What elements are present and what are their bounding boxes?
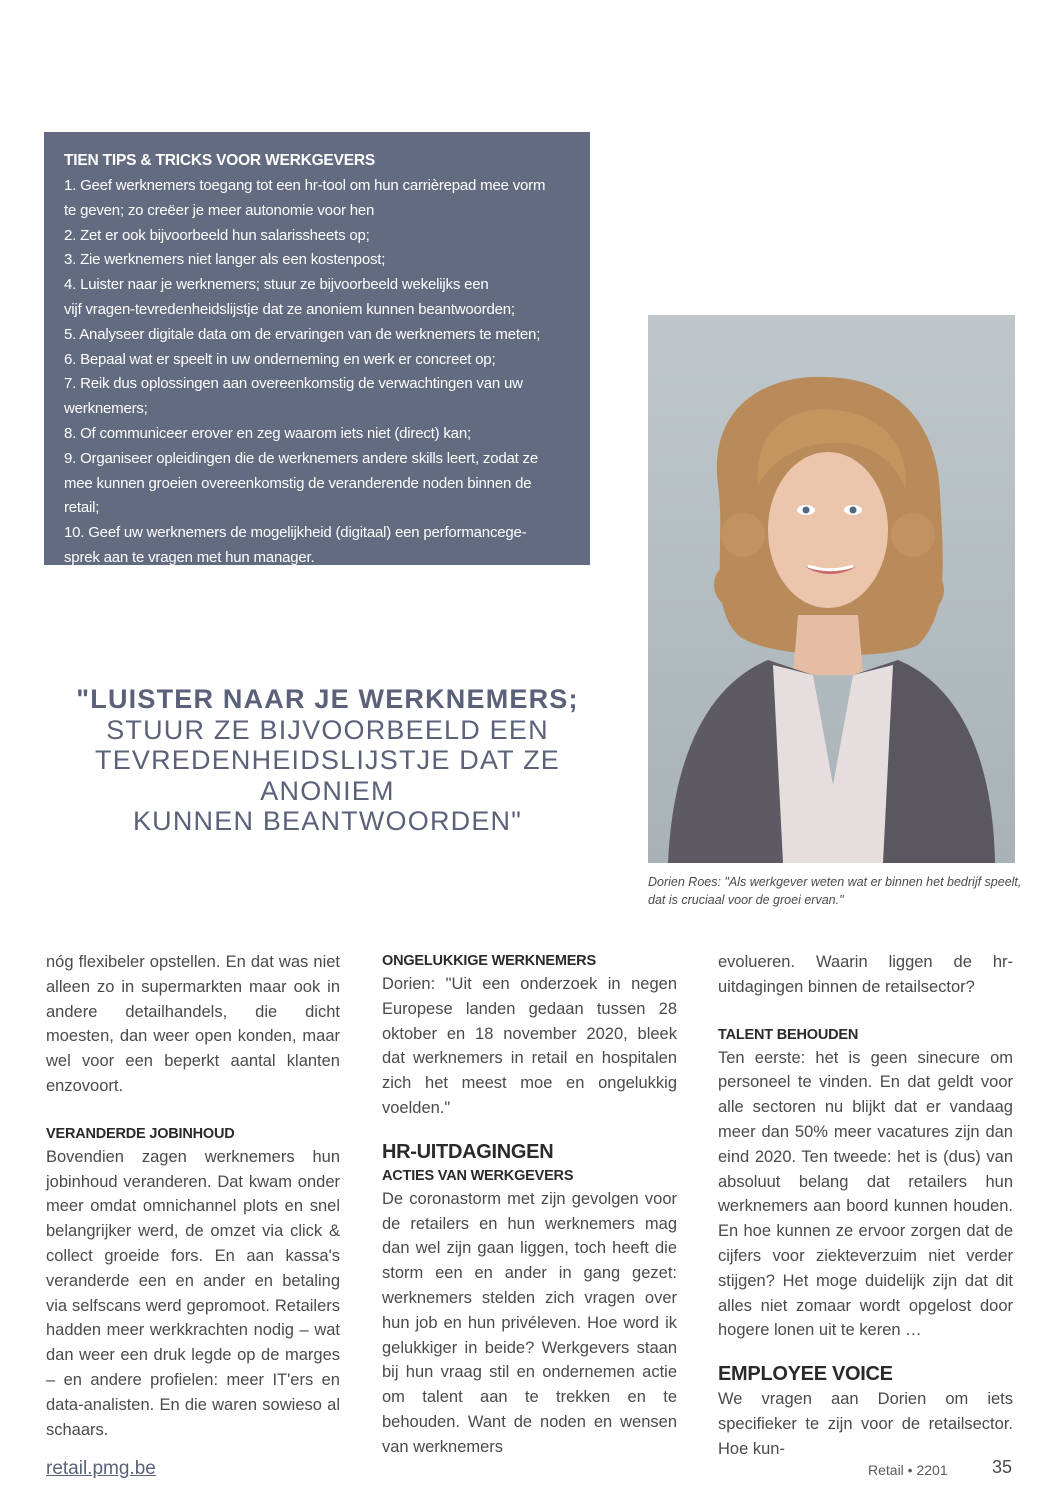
subheading: ACTIES VAN WERKGEVERS <box>382 1167 574 1184</box>
tips-line: 4. Luister naar je werknemers; stuur ze bijvoorbeeld wekelijks een <box>64 276 489 294</box>
tips-line: 8. Of communiceer erover en zeg waarom iets niet (direct) kan; <box>64 424 471 442</box>
pull-quote-line: STUUR ZE BIJVOORBEELD EEN <box>106 714 549 745</box>
section-heading: HR-UITDAGINGEN <box>382 1140 554 1163</box>
pull-quote-line: "LUISTER NAAR JE WERKNEMERS; <box>76 684 579 714</box>
photo-caption: Dorien Roes: "Als werkgever weten wat er binnen het bedrijf speelt, dat is cruciaal voor de groei ervan." <box>648 875 1022 907</box>
article-column-3 <box>718 950 1013 1462</box>
paragraph: De coronastorm met zijn gevolgen voor de retailers en hun werknemers mag dan wel zijn gaan liggen, toch heeft die storm een en ander in gang gezet: werknemers stelden zich vragen over hun job en hun privéleven. Hoe word ik gelukkiger in beide? Werkgevers staan bij hun vraag stil en ondernemen actie om talent aan te trekken en te behouden. Want de noden en wensen van werknemers <box>382 1189 677 1456</box>
page-number: 35 <box>992 1457 1013 1477</box>
tips-line: vijf vragen-tevredenheidslijstje dat ze anoniem kunnen beantwoorden; <box>64 300 515 318</box>
article-column-1 <box>46 950 340 1442</box>
pull-quote-line: KUNNEN BEANTWOORDEN" <box>132 806 523 836</box>
portrait-photo <box>648 315 1015 863</box>
tips-line: mee kunnen groeien overeenkomstig de veranderende noden binnen de retail; <box>64 474 532 517</box>
tips-line: 3. Zie werknemers niet langer als een kostenpost; <box>64 251 386 269</box>
paragraph: nóg flexibeler opstellen. En dat was niet alleen zo in supermarkten maar ook in andere detailhandels, die dicht moesten, dan weer open konden, maar wel voor een beperkt aantal klanten enzovoort. <box>46 953 340 1095</box>
tips-line: 9. Organiseer opleidingen die de werknemers andere skills leert, zodat ze <box>64 449 538 467</box>
tips-line: 5. Analyseer digitale data om de ervaringen van de werknemers te meten; <box>64 325 541 343</box>
pull-quote-line: TEVREDENHEIDSLIJSTJE DAT ZE ANONIEM <box>95 745 560 806</box>
tips-line: 2. Zet er ook bijvoorbeeld hun salarissheets op; <box>64 226 370 244</box>
subheading: ONGELUKKIGE WERKNEMERS <box>382 953 596 969</box>
paragraph: We vragen aan Dorien om iets specifieker te zijn voor de retailsector. Hoe kun- <box>718 1390 1013 1458</box>
tips-line: 10. Geef uw werknemers de mogelijkheid (digitaal) een performancege- <box>64 524 527 542</box>
paragraph: evolueren. Waarin liggen de hr-uitdagingen binnen de retailsector? <box>718 953 1013 996</box>
tips-title: TIEN TIPS & TRICKS VOOR WERKGEVERS <box>64 152 375 169</box>
section-heading: EMPLOYEE VOICE <box>718 1363 893 1386</box>
article-column-2 <box>382 950 677 1460</box>
tips-list <box>64 174 570 571</box>
tips-line: 7. Reik dus oplossingen aan overeenkomstig de verwachtingen van uw <box>64 375 523 393</box>
tips-line: te geven; zo creëer je meer autonomie voor hen <box>64 201 375 219</box>
portrait-illustration <box>648 315 1015 863</box>
tips-box <box>44 132 590 565</box>
paragraph: Dorien: "Uit een onderzoek in negen Europese landen gedaan tussen 28 oktober en 18 november 2020, bleek dat werknemers in retail en hospitalen zich het meest moe en ongelukkig voelden." <box>382 975 677 1117</box>
pull-quote <box>60 684 595 837</box>
tips-line: werknemers; <box>64 400 148 418</box>
paragraph: Bovendien zagen werknemers hun jobinhoud veranderen. Dat kwam onder meer omdat omnichannel plots en snel belangrijker werd, de omzet via click & collect groeide fors. En aan kassa's veranderde een en ander en betaling via selfscans werd gepromoot. Retailers hadden meer werkkrachten nodig – wat dan weer een druk legde op de marges – en andere profielen: meer IT'ers en data-analisten. En die waren sowieso al schaars. <box>46 1147 340 1439</box>
tips-line: sprek aan te vragen met hun manager. <box>64 548 315 566</box>
footer-website-link[interactable]: retail.pmg.be <box>46 1458 156 1479</box>
tips-line: 1. Geef werknemers toegang tot een hr-tool om hun carrièrepad mee vorm <box>64 177 546 194</box>
tips-line: 6. Bepaal wat er speelt in uw onderneming en werk er concreet op; <box>64 350 496 368</box>
paragraph: Ten eerste: het is geen sinecure om personeel te vinden. En dat geldt voor alle sectoren nu blijkt dat er vandaag meer dan 50% meer vacatures zijn dan eind 2020. Ten tweede: het is (dus) van absoluut belang dat retailers hun werknemers aan boord kunnen houden. En hoe kunnen ze ervoor zorgen dat de cijfers voor ziekteverzuim niet verder stijgen? Het moge duidelijk zijn dat dit alles niet zomaar wordt opgelost door hogere lonen uit te keren … <box>718 1048 1013 1340</box>
footer-publication: Retail • 2201 <box>868 1462 948 1478</box>
subheading: TALENT BEHOUDEN <box>718 1026 859 1043</box>
subheading: VERANDERDE JOBINHOUD <box>46 1125 235 1142</box>
